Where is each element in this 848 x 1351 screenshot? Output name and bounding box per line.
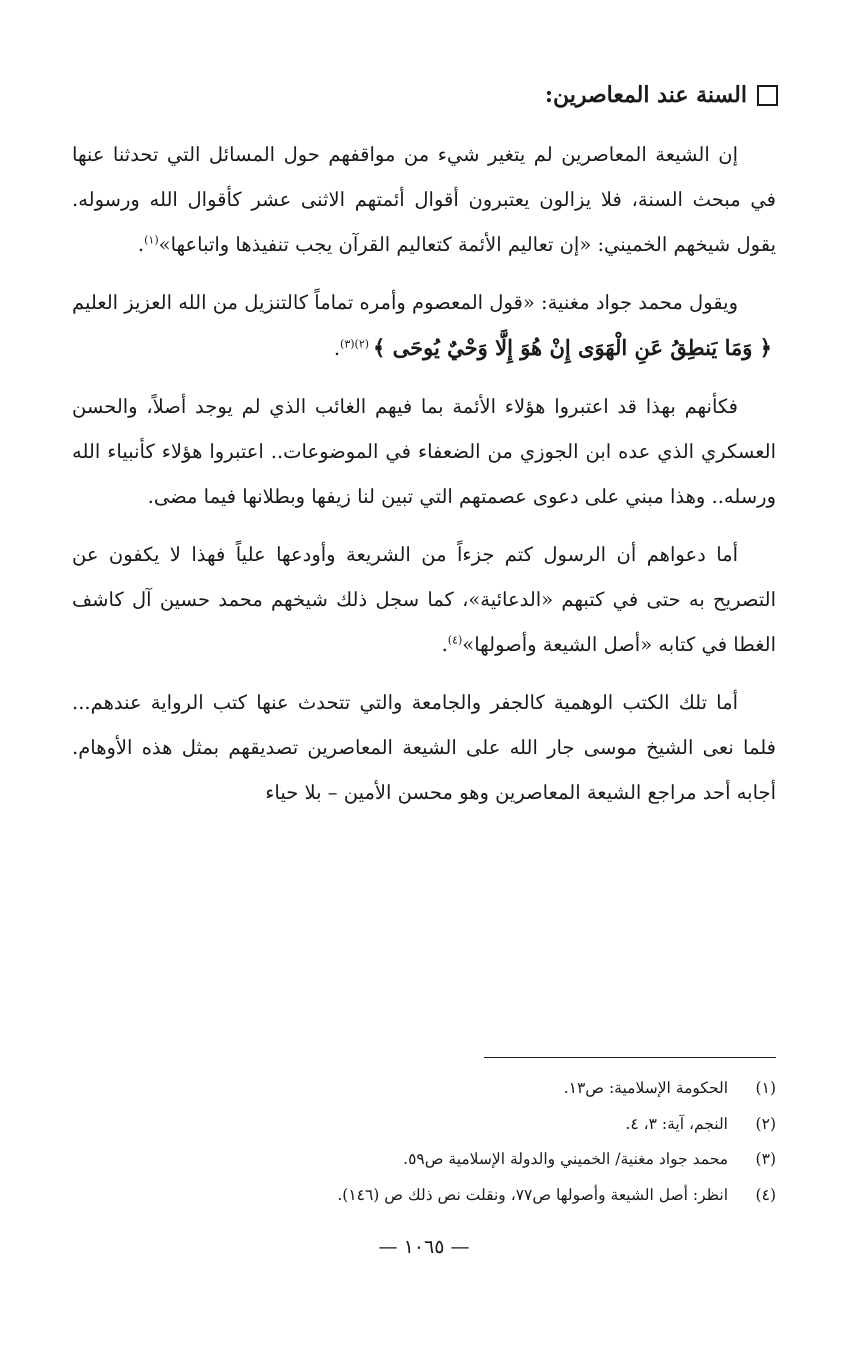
paragraph-5 xyxy=(72,680,776,815)
footnote-text: النجم، آية: ٣، ٤. xyxy=(625,1114,728,1133)
footnote-text: الحكومة الإسلامية: ص١٣. xyxy=(563,1079,728,1097)
footnote-text: انظر: أصل الشيعة وأصولها ص٧٧، ونقلت نص ذلك ص (١٤٦). xyxy=(337,1185,728,1204)
footnote-number: (٢) xyxy=(755,1114,776,1133)
paragraph-text: أما دعواهم أن الرسول كتم جزءاً من الشريعة وأودعها علياً فهذا لا يكفون عن التصريح به حتى في كتبهم «الدعائية»، كما سجل ذلك شيخهم محمد حسين آل كاشف الغطا في كتابه «أصل الشيعة وأصولها» xyxy=(72,543,776,656)
footnote-number: (١) xyxy=(755,1079,776,1097)
punctuation: . xyxy=(441,633,448,656)
section-title: السنة عند المعاصرين: xyxy=(544,82,747,108)
paragraph-text: ويقول محمد جواد مغنية: «قول المعصوم وأمره تماماً كالتنزيل من الله العزيز العليم xyxy=(72,291,738,314)
paragraph-1 xyxy=(72,132,776,267)
footnote-item xyxy=(72,1142,776,1178)
footnote-item xyxy=(72,1107,776,1143)
paragraph-text: أما تلك الكتب الوهمية كالجفر والجامعة والتي تتحدث عنها كتب الرواية عندهم... فلما نعى الشيخ موسى جار الله على الشيعة المعاصرين تصديقهم بمثل هذه الأوهام. أجابه أحد مراجع الشيعة المعاصرين وهو محسن الأمين – بلا حياء xyxy=(72,691,776,804)
paragraph-text: فكأنهم بهذا قد اعتبروا هؤلاء الأئمة بما فيهم الغائب الذي لم يوجد أصلاً، والحسن العسكري الذي عده ابن الجوزي من الضعفاء في الموضوعات.. اعتبروا هؤلاء كأنبياء الله ورسله.. وهذا مبني على دعوى عصمتهم التي تبين لنا زيفها وبطلانها فيما مضى. xyxy=(72,395,776,508)
footnote-divider xyxy=(484,1057,776,1058)
paragraph-4 xyxy=(72,532,776,667)
punctuation: . xyxy=(333,337,341,360)
footnote-item xyxy=(72,1178,776,1214)
paragraph-3 xyxy=(72,384,776,519)
punctuation: . xyxy=(137,233,145,256)
section-heading xyxy=(545,78,778,112)
page-number: — ١٠٦٥ — xyxy=(378,1236,470,1258)
footnote-number: (٣) xyxy=(755,1150,776,1168)
footnote-ref: (١) xyxy=(144,233,159,247)
paragraph-2 xyxy=(72,280,776,371)
footnote-item xyxy=(72,1071,776,1107)
footnote-text: محمد جواد مغنية/ الخميني والدولة الإسلامية ص٥٩. xyxy=(403,1150,728,1168)
footnote-ref: (٤) xyxy=(447,633,463,647)
main-text xyxy=(72,132,776,828)
paragraph-text: إن الشيعة المعاصرين لم يتغير شيء من مواقفهم حول المسائل التي تحدثنا عنها في مبحث السنة، فلا يزالون يعتبرون أقوال أئمتهم الاثنى عشر كأقوال الله ورسوله. يقول شيخهم الخميني: «إن تعاليم الأئمة كتعاليم القرآن يجب تنفيذها واتباعها» xyxy=(72,143,776,256)
quran-verse: ﴿ وَمَا يَنطِقُ عَنِ الْهَوَى إِنْ هُوَ إِلَّا وَحْيٌ يُوحَى ﴾ xyxy=(373,335,772,360)
footnotes xyxy=(72,1071,776,1213)
footnote-number: (٤) xyxy=(755,1185,776,1204)
footnote-ref: (٢)(٣) xyxy=(340,337,370,351)
square-bullet-icon xyxy=(757,85,778,106)
